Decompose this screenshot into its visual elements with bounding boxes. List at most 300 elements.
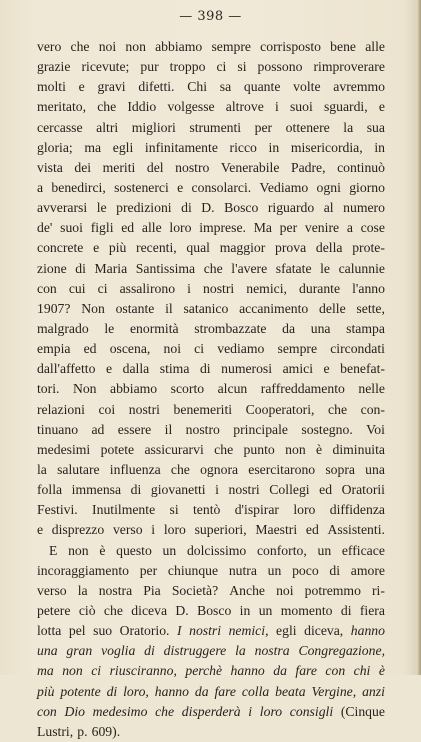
text-line [37, 641, 385, 661]
word: in [268, 139, 280, 155]
word: ri- [372, 582, 385, 598]
word: Maestri [255, 522, 298, 538]
word: i [187, 280, 191, 296]
text-line [37, 218, 385, 238]
word: ognora [200, 461, 239, 477]
word: loro, [123, 683, 149, 699]
word: sopra [325, 461, 355, 477]
word: maggior [219, 240, 266, 256]
word: Ma [253, 220, 272, 236]
word: zione [37, 260, 67, 276]
word: da [282, 320, 296, 336]
word: Oratorii [341, 482, 385, 498]
word: di [144, 643, 155, 659]
text-line [37, 400, 385, 420]
word: stampa [346, 320, 385, 336]
word: sa [219, 79, 232, 95]
word: conforto, [256, 542, 307, 558]
word: di [340, 602, 352, 618]
word: dolcissimo [186, 542, 247, 558]
word: i [151, 522, 156, 538]
word: alcun [217, 381, 248, 397]
page-number: — 398 — [179, 9, 242, 24]
word: diminuita [332, 441, 385, 457]
word: consigli [289, 703, 334, 719]
word: efficace [341, 542, 385, 558]
word: bene [330, 39, 357, 54]
word: che [155, 703, 175, 719]
word: medesimi [37, 441, 91, 457]
word: a [346, 220, 353, 236]
word: non [68, 542, 89, 558]
word: sua [366, 119, 385, 135]
word: ed [83, 341, 97, 357]
word: una [310, 320, 331, 336]
word: numero [343, 200, 385, 216]
word: incoraggiamento [37, 562, 129, 578]
word: le [320, 260, 330, 276]
word: in [239, 602, 251, 618]
word: la [343, 119, 354, 135]
word: ricco [229, 139, 257, 155]
word: D. [201, 200, 215, 216]
word: Lustri, [37, 723, 74, 739]
word: vista [37, 159, 63, 175]
word: petere [37, 602, 71, 618]
word: è [316, 441, 323, 457]
word: cercasse [37, 119, 83, 135]
word: con [37, 280, 57, 296]
word: Festivi. [37, 502, 78, 518]
word: continuò [337, 159, 385, 175]
word: Oratorio. [119, 623, 170, 639]
word: di [75, 260, 86, 276]
word: pel [68, 623, 86, 639]
word: di [199, 361, 211, 377]
word: meritato, [37, 99, 87, 115]
word: nutra [228, 562, 257, 578]
word: abbiamo [155, 39, 203, 54]
word: figli [90, 220, 114, 236]
word: che [103, 602, 123, 618]
word: e [37, 522, 44, 538]
word: Vediamo [259, 179, 309, 195]
word: distruggere [163, 643, 227, 659]
word: ci [91, 663, 102, 679]
word: punto [243, 441, 275, 457]
word: potente [60, 683, 101, 699]
word: (Cinque [340, 703, 385, 719]
word: Pia [143, 582, 161, 598]
word: di [106, 683, 118, 699]
word: noi [163, 341, 182, 357]
word: abbiamo [110, 381, 158, 397]
word: difetti. [138, 79, 175, 95]
word: Collegi [269, 482, 310, 498]
word: e [93, 240, 100, 256]
word: nemici, [228, 623, 269, 639]
word: il [165, 300, 173, 316]
word: e [378, 99, 385, 115]
word: il [164, 421, 173, 437]
word: immensa [71, 482, 122, 498]
word: accanimento [239, 300, 309, 316]
text-line [37, 238, 385, 258]
text-line [37, 339, 385, 359]
text-line [37, 460, 385, 480]
word: cui [68, 280, 86, 296]
word: diffidenza [329, 502, 385, 518]
text-line [37, 440, 385, 460]
word: Assistenti. [327, 522, 385, 538]
word: un [162, 542, 177, 558]
word: enormità [129, 320, 179, 336]
word: i [215, 482, 219, 498]
word: Chi [187, 79, 208, 95]
word: imprese. [199, 220, 246, 236]
word: prova [275, 240, 307, 256]
word: assalirono [119, 280, 176, 296]
word: e [78, 79, 85, 95]
word: hanno [350, 623, 385, 639]
word: infinitamente [144, 139, 218, 155]
word: amici [282, 361, 314, 377]
word: Maria [94, 260, 128, 276]
word: durante [299, 280, 341, 296]
word: chiunque [167, 562, 219, 578]
word: diceva, [304, 623, 344, 639]
word: troppo [169, 59, 206, 75]
word: la [77, 582, 88, 598]
word: al [323, 200, 334, 216]
text-line [37, 379, 385, 399]
word: noi [276, 582, 294, 598]
word: d'ispirar [234, 502, 279, 518]
text-line [37, 601, 385, 621]
word: coi [98, 401, 116, 417]
word: loro [169, 220, 192, 236]
word: con- [360, 401, 385, 417]
word: oscena, [109, 341, 151, 357]
text-line [37, 480, 385, 500]
text-line [37, 97, 385, 117]
word: ad [91, 421, 105, 437]
text-line [37, 138, 385, 158]
word: alle [141, 220, 162, 236]
text-line [37, 37, 385, 57]
word: Bosco [224, 200, 259, 216]
word: predizioni [116, 200, 172, 216]
word: la [235, 643, 246, 659]
word: della [315, 240, 343, 256]
word: per [279, 220, 298, 236]
word: volte [293, 79, 321, 95]
word: Cooperatori, [245, 401, 315, 417]
word: ed [121, 220, 135, 236]
word: sempre [211, 39, 251, 54]
word: disperderà [181, 703, 241, 719]
word: riguardo [267, 200, 315, 216]
word: ed [319, 482, 333, 498]
word: ed [305, 522, 319, 538]
word: superiori, [194, 522, 247, 538]
word: sostegno. [301, 421, 353, 437]
word: disprezzo [51, 522, 105, 538]
word: del [146, 159, 164, 175]
word: nostro [185, 421, 220, 437]
word: ostante [115, 300, 155, 316]
word: Bosco [197, 602, 232, 618]
text-line [37, 500, 385, 520]
word: grazie [37, 59, 71, 75]
word: nostri [128, 401, 160, 417]
word: dall'affetto [37, 361, 96, 377]
word: sette, [356, 300, 385, 316]
word: momento [280, 602, 333, 618]
text-line [37, 77, 385, 97]
word: nelle [358, 381, 385, 397]
word: riusciranno, [109, 663, 177, 679]
word: ottenere [285, 119, 330, 135]
word: influenza [109, 461, 161, 477]
word: colla [241, 683, 270, 699]
word: potremmo [304, 582, 361, 598]
word: nemici, [246, 280, 287, 296]
text-line [37, 279, 385, 299]
word: Venerabile [220, 159, 280, 175]
word: che [328, 401, 348, 417]
word: prote- [352, 240, 385, 256]
body-text [37, 37, 385, 742]
word: misericordia, [290, 139, 363, 155]
word: Voi [366, 421, 385, 437]
word: Non [81, 300, 105, 316]
word: è [378, 663, 385, 679]
word: circondati [330, 341, 385, 357]
word: un [317, 542, 332, 558]
word: avremmo [333, 79, 385, 95]
text-line [37, 561, 385, 581]
word: per [139, 562, 158, 578]
word: strombazzate [194, 320, 267, 336]
text-line [37, 319, 385, 339]
word: corrisposto [260, 39, 321, 54]
text-line [37, 178, 385, 198]
word: giorno [349, 179, 385, 195]
text-line [37, 198, 385, 218]
word: rimproverare [313, 59, 385, 75]
word: più [108, 240, 127, 256]
word: che [70, 39, 90, 54]
word: hanno [230, 663, 265, 679]
text-line [37, 682, 385, 702]
word: ma [37, 663, 54, 679]
text-line [37, 661, 385, 681]
word: ci [97, 280, 108, 296]
word: questo [116, 542, 152, 558]
word: quante [243, 79, 281, 95]
word: fare [295, 663, 317, 679]
word: numerosi [221, 361, 273, 377]
word: diceva [131, 602, 168, 618]
word: non [62, 663, 83, 679]
text-line [37, 541, 385, 561]
text-line [37, 158, 385, 178]
word: perchè [185, 663, 223, 679]
word: ricevute; [81, 59, 130, 75]
word: in [374, 139, 385, 155]
word: pur [140, 59, 159, 75]
word: loro [293, 502, 316, 518]
text-line [37, 621, 385, 641]
word: noi [98, 39, 117, 54]
word: hanno [154, 683, 189, 699]
word: Vergine, [311, 683, 357, 699]
word: Non [72, 381, 97, 397]
word: benemeriti [173, 401, 233, 417]
word: Iddio [127, 99, 157, 115]
word: loro [259, 703, 283, 719]
text-line [37, 581, 385, 601]
word: Santissima [135, 260, 196, 276]
word: Padre, [290, 159, 326, 175]
word: suo [93, 623, 113, 639]
word: nostri [189, 623, 222, 639]
text-line [37, 722, 385, 742]
word: dei [74, 159, 92, 175]
word: 1907? [37, 300, 71, 316]
word: suoi [60, 220, 83, 236]
word: di [329, 562, 341, 578]
word: gravi [97, 79, 126, 95]
word: da [273, 663, 287, 679]
word: consolarci. [191, 179, 252, 195]
word: salutare [57, 461, 100, 477]
word: chi [353, 663, 371, 679]
word: de' [37, 220, 53, 236]
word: principale [233, 421, 289, 437]
word: da [194, 683, 209, 699]
word: tinuano [37, 421, 79, 437]
word: che [97, 99, 117, 115]
word: satanico [183, 300, 229, 316]
word: egli [276, 623, 297, 639]
word: verso [112, 522, 143, 538]
word: gloria; [37, 139, 73, 155]
word: verso [37, 582, 67, 598]
text-line [37, 299, 385, 319]
word: altrove [225, 99, 264, 115]
word: nostra [98, 582, 133, 598]
word: e [177, 179, 184, 195]
word: i [274, 99, 279, 115]
word: che [203, 260, 223, 276]
word: tentò [192, 502, 221, 518]
word: Congregazione, [298, 643, 385, 659]
word: benefat- [340, 361, 385, 377]
word: vediamo [217, 341, 265, 357]
word: non [125, 39, 146, 54]
word: Inutilmente [92, 502, 156, 518]
word: non [285, 441, 306, 457]
word: 609). [91, 723, 121, 739]
word: egli [112, 139, 134, 155]
word: suoi [289, 99, 313, 115]
word: avverarsi [37, 200, 88, 216]
word: di [181, 200, 192, 216]
word: si [169, 502, 179, 518]
word: Anche [229, 582, 265, 598]
word: con [325, 663, 346, 679]
word: potete [100, 441, 135, 457]
text-line [37, 57, 385, 77]
word: recenti, [136, 240, 177, 256]
word: più [37, 683, 55, 699]
word: essere [117, 421, 152, 437]
word: a [37, 179, 44, 195]
word: sfatate [275, 260, 312, 276]
word: raffreddamento [260, 381, 345, 397]
word: Dio [64, 703, 85, 719]
word: anzi [362, 683, 385, 699]
word: fare [214, 683, 236, 699]
word: l'avere [231, 260, 268, 276]
word: empia [37, 341, 71, 357]
word: si [237, 59, 247, 75]
word: sempre [277, 341, 318, 357]
word: i [248, 703, 253, 719]
word: dalla [122, 361, 150, 377]
word: nostra [254, 643, 290, 659]
word: una [37, 643, 58, 659]
word: I [177, 623, 182, 639]
word: stima [159, 361, 190, 377]
word: gran [66, 643, 93, 659]
word: E [49, 542, 58, 558]
text-line [37, 702, 385, 722]
word: Società? [171, 582, 219, 598]
word: le [96, 200, 107, 216]
word: ma [84, 139, 102, 155]
word: medesimo [92, 703, 148, 719]
word: migliori [131, 119, 176, 135]
text-line [37, 118, 385, 138]
word: concrete [37, 240, 84, 256]
word: di [130, 482, 142, 498]
word: qual [186, 240, 210, 256]
word: ci [194, 341, 205, 357]
word: malgrado [37, 320, 89, 336]
word: fiera [359, 602, 385, 618]
word: D. [175, 602, 189, 618]
word: lotta [37, 623, 62, 639]
word: scorto [170, 381, 205, 397]
word: volgesse [167, 99, 215, 115]
text-line [37, 259, 385, 279]
word: voglia [101, 643, 136, 659]
word: le [104, 320, 115, 336]
word: è [99, 542, 106, 558]
word: ciò [78, 602, 96, 618]
word: per [254, 119, 273, 135]
word: p. [77, 723, 88, 739]
word: esercitarono [248, 461, 316, 477]
word: giovanetti [150, 482, 206, 498]
word: che [214, 441, 234, 457]
word: e [323, 361, 330, 377]
word: cose [360, 220, 385, 236]
word: una [365, 461, 385, 477]
